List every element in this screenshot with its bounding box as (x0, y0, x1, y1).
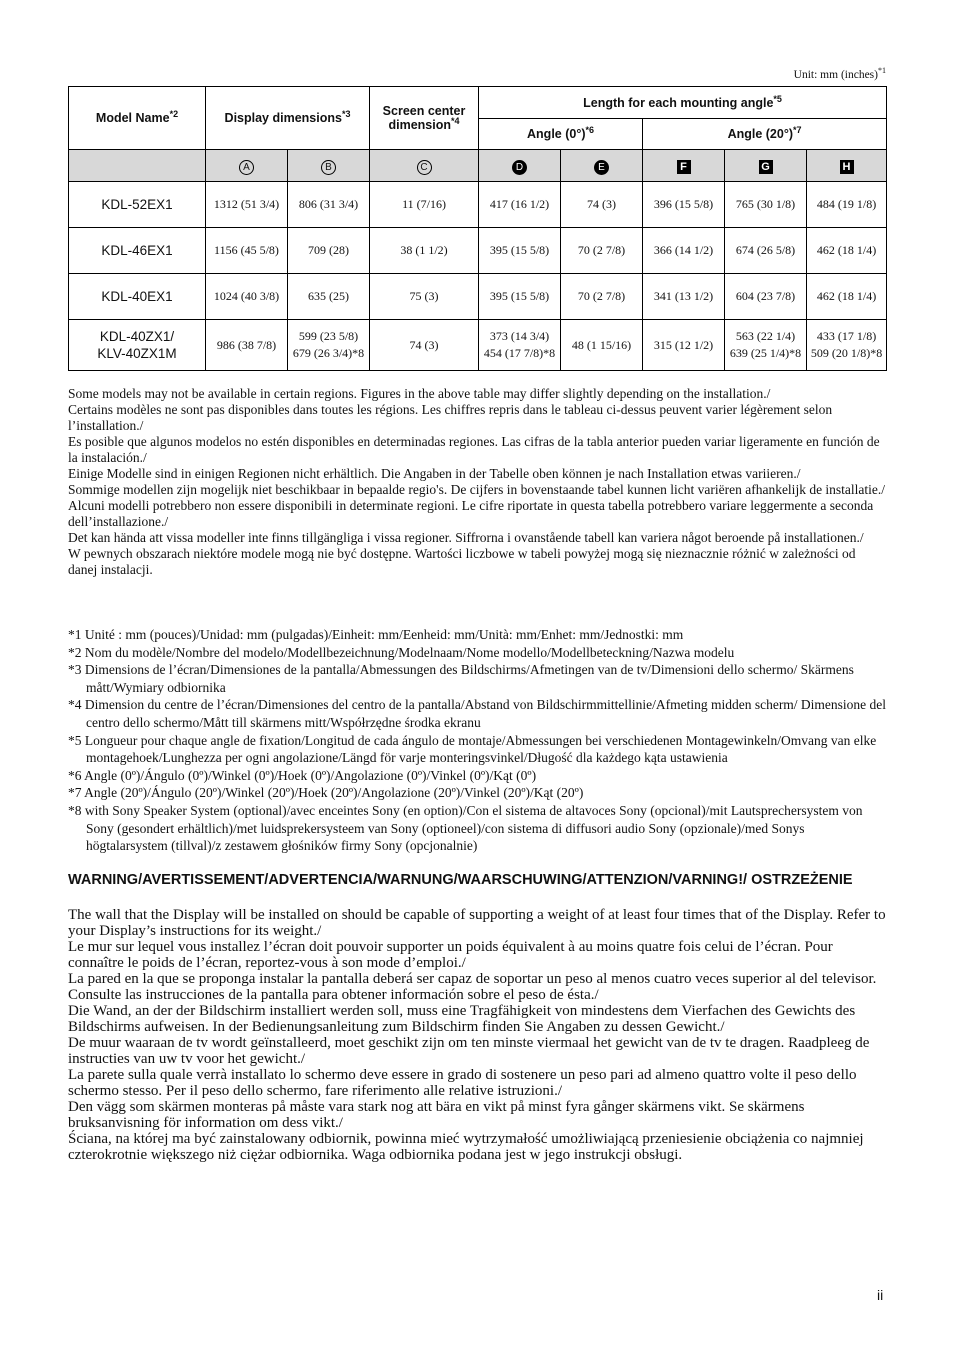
value-line: 599 (23 5/8) (298, 329, 359, 343)
value-line: 679 (26 3/4)*8 (292, 346, 365, 360)
warning-paragraph: Le mur sur lequel vous installez l’écran doit pouvoir supporter un poids équivalent à au moins quatre fois celui de l’écran. Pour connaître le poids de l’écran, reportez-vous à son mode d’emploi./ (68, 939, 833, 971)
value-line: 639 (25 1/4)*8 (729, 346, 802, 360)
footnote: *3 Dimensions de l’écran/Dimensiones de la pantalla/Abmessungen des Bildschirms/Afmetingen van de tv/Dimensioni dello schermo/ Skärmens mått/Wymiary odbiornika (68, 662, 854, 695)
value-h: 484 (19 1/8) (807, 182, 887, 228)
footnote: *2 Nom du modèle/Nombre del modelo/Modellbezeichnung/Modelnaam/Nome modello/Modellbeteckning/Nazwa modelu (68, 644, 735, 660)
header-angle-0 (479, 119, 643, 150)
note-paragraph: Certains modèles ne sont pas disponibles dans toutes les régions. Les chiffres repris dans le tableau ci-dessus peuvent varier légèrement selon l’installation./ (68, 402, 833, 433)
header-length-mounting-text: Length for each mounting angle (583, 95, 774, 110)
page-number: ii (877, 1287, 884, 1303)
value-d: 395 (15 5/8) (479, 228, 561, 274)
value-d: 417 (16 1/2) (479, 182, 561, 228)
note-paragraph: Einige Modelle sind in einigen Regionen nicht erhältlich. Die Angaben in der Tabelle oben können je nach Installation etwas variieren./ (68, 466, 801, 481)
letter-cell-empty (69, 150, 206, 182)
value-e: 70 (2 7/8) (561, 274, 643, 320)
warning-paragraph: La pared en la que se proponga instalar la pantalla deberá ser capaz de soportar un peso al menos cuatro veces superior al del televisor. Consulte las instrucciones de la pantalla para obtener información sobre el peso de ésta./ (68, 971, 877, 1003)
value-f: 396 (15 5/8) (643, 182, 725, 228)
letter-e-icon: E (594, 160, 609, 175)
value-c: 75 (3) (370, 274, 479, 320)
footnote: *1 Unité : mm (pouces)/Unidad: mm (pulgadas)/Einheit: mm/Eenheid: mm/Unità: mm/Enhet: mm/Jednostki: mm (68, 627, 684, 642)
footnote: *7 Angle (20º)/Ángulo (20º)/Winkel (20º)/Hoek (20º)/Angolazione (20º)/Vinkel (20º)/Kąt (20º) (68, 785, 584, 801)
value-h (807, 320, 887, 371)
letter-cell-b (288, 150, 370, 182)
value-b: 635 (25) (288, 274, 370, 320)
letter-cell-a (206, 150, 288, 182)
value-h: 462 (18 1/4) (807, 274, 887, 320)
value-h: 462 (18 1/4) (807, 228, 887, 274)
dimensions-table (68, 86, 887, 371)
letter-c-icon: C (417, 160, 432, 175)
header-display-dimensions-text: Display dimensions (224, 111, 342, 125)
letter-cell-f (643, 150, 725, 182)
value-b: 806 (31 3/4) (288, 182, 370, 228)
value-c: 38 (1 1/2) (370, 228, 479, 274)
value-a: 1312 (51 3/4) (206, 182, 288, 228)
unit-footnote-ref: *1 (878, 66, 886, 75)
warning-paragraph: The wall that the Display will be installed on should be capable of supporting a weight of at least four times that of the Display. Refer to your Display’s instructions for its weight./ (68, 907, 886, 939)
model-name-cell (69, 320, 206, 371)
value-line: 433 (17 1/8) (816, 329, 877, 343)
header-angle-20 (643, 119, 887, 150)
model-name-line: KDL-40ZX1/ (99, 329, 175, 344)
value-g: 604 (23 7/8) (725, 274, 807, 320)
value-e: 70 (2 7/8) (561, 228, 643, 274)
value-line: 373 (14 3/4) (489, 329, 550, 343)
value-e: 48 (1 15/16) (561, 320, 643, 371)
value-f: 366 (14 1/2) (643, 228, 725, 274)
letter-h-icon: H (840, 160, 854, 174)
letter-cell-g (725, 150, 807, 182)
header-screen-center (370, 87, 479, 150)
note-paragraph: Sommige modellen zijn mogelijk niet beschikbaar in bepaalde regio's. De cijfers in bovenstaande tabel kunnen licht variëren afhankelijk de installatie./ (68, 482, 886, 497)
value-a: 1156 (45 5/8) (206, 228, 288, 274)
value-b: 709 (28) (288, 228, 370, 274)
value-a: 1024 (40 3/8) (206, 274, 288, 320)
note-paragraph: Det kan hända att vissa modeller inte finns tillgängliga i vissa regioner. Siffrorna i ovanstående tabell kan variera något beroende på installationen./ (68, 530, 864, 545)
letter-cell-h (807, 150, 887, 182)
header-screen-center-text: Screen center dimension (382, 104, 466, 132)
table-row (69, 320, 887, 371)
letter-cell-d (479, 150, 561, 182)
dimension-letter-row (69, 150, 887, 182)
footnotes (68, 626, 888, 855)
footnote: *6 Angle (0º)/Ángulo (0º)/Winkel (0º)/Hoek (0º)/Angolazione (0º)/Vinkel (0º)/Kąt (0º) (68, 767, 537, 783)
footnote-ref: *5 (773, 93, 782, 104)
footnote: *4 Dimension du centre de l’écran/Dimensiones del centro de la pantalla/Abstand von Bildschirmmittellinie/Afmeting midden scherm/ Dimensione del centro dello schermo/Mått till skärmens mitt/Współrzędne środka ekranu (68, 697, 887, 730)
letter-d-icon: D (512, 160, 527, 175)
warning-heading: WARNING/AVERTISSEMENT/ADVERTENCIA/WARNUNG/WAARSCHUWING/ATTENZION/VARNING!/ OSTRZEŻENIE (68, 872, 853, 888)
value-c: 11 (7/16) (370, 182, 479, 228)
letter-b-icon: B (321, 160, 336, 175)
table-row (69, 274, 887, 320)
header-angle-20-text: Angle (20°) (727, 127, 793, 141)
header-model-name (69, 87, 206, 150)
note-paragraph: Some models may not be available in certain regions. Figures in the above table may differ slightly depending on the installation./ (68, 386, 771, 401)
availability-notes (68, 386, 888, 578)
value-line: 509 (20 1/8)*8 (810, 346, 883, 360)
letter-cell-e (561, 150, 643, 182)
footnote-ref: *4 (451, 116, 460, 126)
warning-paragraph: Die Wand, an der der Bildschirm installiert werden soll, muss eine Tragfähigkeit von mindestens dem Vierfachen des Gewichts des Bildschirms aufweisen. In der Bedienungsanleitung zum Bildschirm finden Sie Angaben zu dessen Gewicht./ (68, 1003, 856, 1035)
value-f: 341 (13 1/2) (643, 274, 725, 320)
model-name-line: KLV-40ZX1M (97, 346, 177, 361)
warning-paragraph: De muur waaraan de tv wordt geïnstalleerd, moet geschikt zijn om ten minste viermaal het gewicht van de tv te dragen. Raadpleeg de instructies van uw tv voor het gewicht./ (68, 1035, 870, 1067)
value-g: 674 (26 5/8) (725, 228, 807, 274)
letter-g-icon: G (759, 160, 773, 174)
value-d: 395 (15 5/8) (479, 274, 561, 320)
note-paragraph: Es posible que algunos modelos no estén disponibles en determinadas regiones. Las cifras de la tabla anterior pueden variar ligeramente en función de la instalación./ (68, 434, 880, 465)
table-row (69, 228, 887, 274)
table-row (69, 182, 887, 228)
warning-text (68, 907, 890, 1163)
header-display-dimensions (206, 87, 370, 150)
model-name-cell: KDL-40EX1 (69, 274, 206, 320)
footnote-ref: *7 (793, 125, 802, 135)
letter-f-icon: F (677, 160, 691, 174)
value-a: 986 (38 7/8) (206, 320, 288, 371)
letter-cell-c (370, 150, 479, 182)
model-name-cell: KDL-52EX1 (69, 182, 206, 228)
value-line: 563 (22 1/4) (735, 329, 796, 343)
warning-paragraph: La parete sulla quale verrà installato lo schermo deve essere in grado di sostenere un peso pari ad almeno quattro volte il peso dello schermo stesso. Per il peso dello schermo, fare riferimento alle relative istruzioni./ (68, 1067, 857, 1099)
footnote-ref: *3 (341, 109, 351, 119)
value-e: 74 (3) (561, 182, 643, 228)
warning-paragraph: Den vägg som skärmen monteras på måste vara stark nog att bära en vikt på minst fyra gånger skärmens vikt. Se skärmens bruksanvisning för information om dess vikt./ (68, 1099, 805, 1131)
warning-paragraph: Ściana, na której ma być zainstalowany odbiornik, powinna mieć wytrzymałość umożliwiającą przeniesienie obciążenia co najmniej czterokrotnie większego niż ciężar odbiornika. Waga odbiornika podana jest w jego instrukcji obsługi. (68, 1131, 864, 1163)
note-paragraph: Alcuni modelli potrebbero non essere disponibili in determinate regioni. Le cifre riportate in questa tabella potrebbero variare leggermente a seconda dell’installazione./ (68, 498, 874, 529)
value-f: 315 (12 1/2) (643, 320, 725, 371)
footnote-ref: *2 (169, 109, 179, 119)
header-angle-0-text: Angle (0°) (527, 127, 586, 141)
unit-label (794, 66, 886, 81)
value-d (479, 320, 561, 371)
footnote-ref: *6 (585, 125, 595, 135)
value-g: 765 (30 1/8) (725, 182, 807, 228)
unit-text: Unit: mm (inches) (793, 68, 878, 81)
value-b (288, 320, 370, 371)
value-g (725, 320, 807, 371)
value-c: 74 (3) (370, 320, 479, 371)
footnote: *5 Longueur pour chaque angle de fixation/Longitud de cada ángulo de montaje/Abmessungen bei verschiedenen Montagewinkeln/Omvang van elke montagehoek/Lunghezza per ogni angolazione/Längd för varje monteringsvinkel/Długość dla każdego kąta ustawienia (68, 732, 877, 766)
value-line: 454 (17 7/8)*8 (483, 346, 556, 360)
header-model-name-text: Model Name (95, 111, 170, 125)
letter-a-icon: A (239, 160, 254, 175)
header-length-mounting (479, 87, 887, 119)
model-name-cell: KDL-46EX1 (69, 228, 206, 274)
note-paragraph: W pewnych obszarach niektóre modele mogą nie być dostępne. Wartości liczbowe w tabeli powyżej mogą się nieznacznie różnić w zależności od danej instalacji. (68, 546, 856, 577)
footnote: *8 with Sony Speaker System (optional)/avec enceintes Sony (en option)/Con el sistema de altavoces Sony (opcional)/mit Lautsprechersystem von Sony (gesondert erhältlich)/met luidsprekersysteem van Sony (optioneel)/con sistema di diffusori audio Sony (opzionale)/med Sonys högtalarsystem (tillval)/z zestawem głośników firmy Sony (opcjonalnie) (68, 802, 863, 854)
